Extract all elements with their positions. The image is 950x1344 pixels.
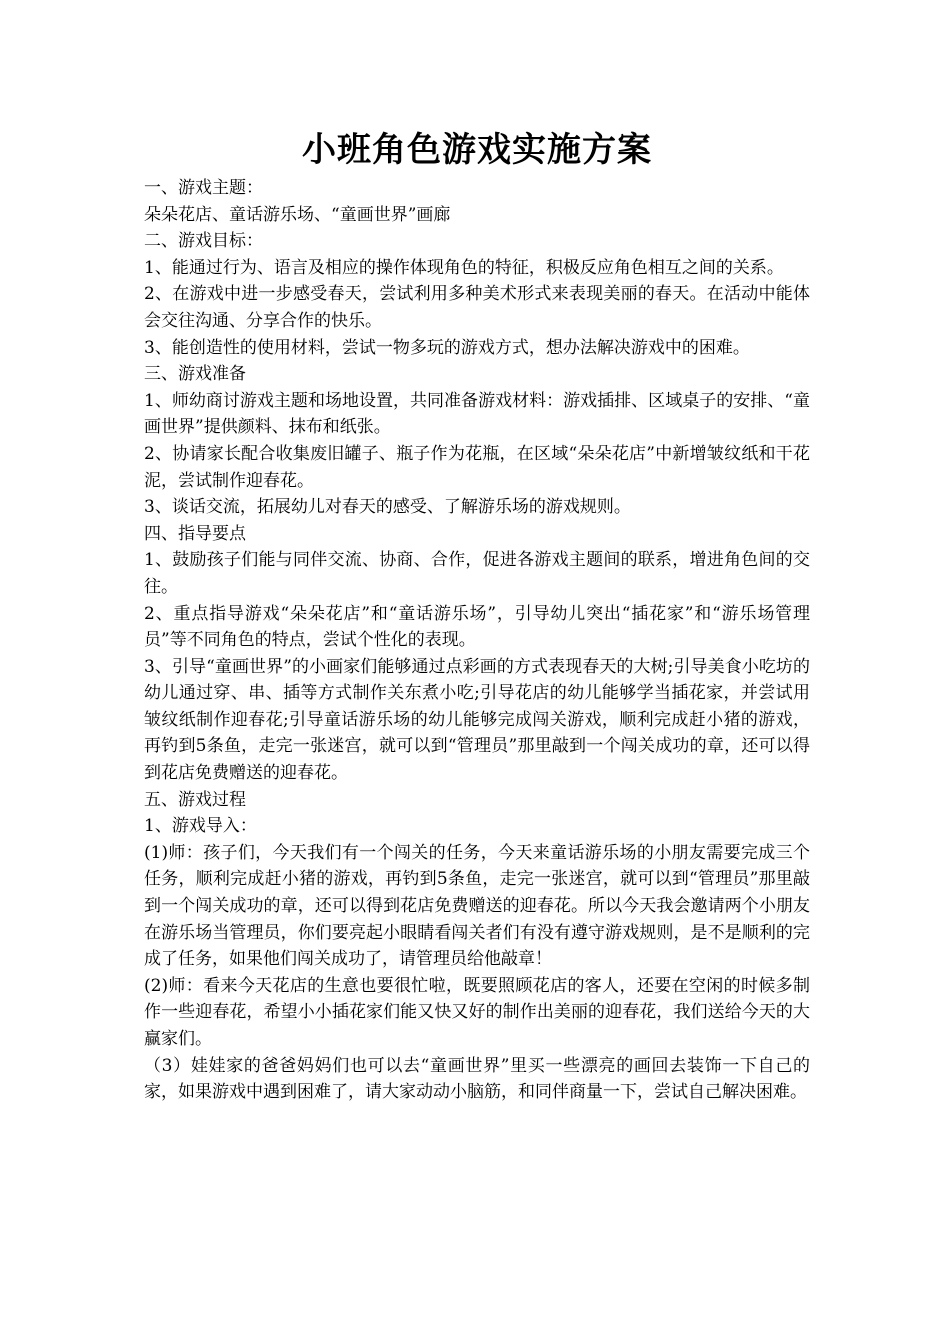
section-heading-guidance: 四、指导要点 [144,523,246,544]
paragraph-process-1: (1)师：孩子们，今天我们有一个闯关的任务，今天来童话游乐场的小朋友需要完成三个任务，顺利完成赶小猪的游戏，再钓到5条鱼，走完一张迷宫，就可以到“管理员”那里敲到一个闯关成功的章，还可以得到花店免费赠送的迎春花。所以今天我会邀请两个小朋友在游乐场当管理员，你们要亮起小眼睛看闯关者们有没有遵守游戏规则，是不是顺利的完成了任务，如果他们闯关成功了，请管理员给他敲章！ [144,842,810,970]
paragraph-preparation-1: 1、师幼商讨游戏主题和场地设置，共同准备游戏材料：游戏插排、区域桌子的安排、“童画世界”提供颜料、抹布和纸张。 [144,390,810,438]
subsection-heading-intro: 1、游戏导入： [144,816,257,837]
document-page [144,125,810,1106]
paragraph-guidance-2: 2、重点指导游戏“朵朵花店”和“童话游乐场”，引导幼儿突出“插花家”和“游乐场管理员”等不同角色的特点，尝试个性化的表现。 [144,603,810,651]
paragraph-goal-3: 3、能创造性的使用材料，尝试一物多玩的游戏方式，想办法解决游戏中的困难。 [144,337,750,358]
paragraph-preparation-3: 3、谈话交流，拓展幼儿对春天的感受、了解游乐场的游戏规则。 [144,497,631,518]
section-heading-process: 五、游戏过程 [144,789,246,810]
paragraph-goal-2: 2、在游戏中进一步感受春天，尝试利用多种美术形式来表现美丽的春天。在活动中能体会交往沟通、分享合作的快乐。 [144,284,810,331]
paragraph-process-3: （3）娃娃家的爸爸妈妈们也可以去“童画世界”里买一些漂亮的画回去装饰一下自己的家，如果游戏中遇到困难了，请大家动动小脑筋，和同伴商量一下，尝试自己解决困难。 [144,1055,810,1103]
paragraph-preparation-2: 2、协请家长配合收集废旧罐子、瓶子作为花瓶，在区域“朵朵花店”中新增皱纹纸和干花泥，尝试制作迎春花。 [144,443,810,491]
paragraph-guidance-3: 3、引导“童画世界”的小画家们能够通过点彩画的方式表现春天的大树;引导美食小吃坊的幼儿通过穿、串、插等方式制作关东煮小吃;引导花店的幼儿能够学当插花家，并尝试用皱纹纸制作迎春花;引导童话游乐场的幼儿能够完成闯关游戏，顺利完成赶小猪的游戏，再钓到5条鱼，走完一张迷宫，就可以到“管理员”那里敲到一个闯关成功的章，还可以得到花店免费赠送的迎春花。 [144,656,810,784]
document-body [144,175,810,1106]
document-title: 小班角色游戏实施方案 [302,130,652,170]
section-heading-preparation: 三、游戏准备 [144,364,246,385]
section-heading-theme: 一、游戏主题： [144,178,263,198]
section-heading-goals: 二、游戏目标： [144,231,263,252]
paragraph-process-2: (2)师：看来今天花店的生意也要很忙啦，既要照顾花店的客人，还要在空闲的时候多制作一些迎春花，希望小小插花家们能又快又好的制作出美丽的迎春花，我们送给今天的大赢家们。 [144,975,810,1049]
paragraph-goal-1: 1、能通过行为、语言及相应的操作体现角色的特征，积极反应角色相互之间的关系。 [144,257,784,278]
paragraph-guidance-1: 1、鼓励孩子们能与同伴交流、协商、合作，促进各游戏主题间的联系，增进角色间的交往。 [144,550,810,597]
paragraph-theme-list: 朵朵花店、童话游乐场、“童画世界”画廊 [144,204,451,225]
